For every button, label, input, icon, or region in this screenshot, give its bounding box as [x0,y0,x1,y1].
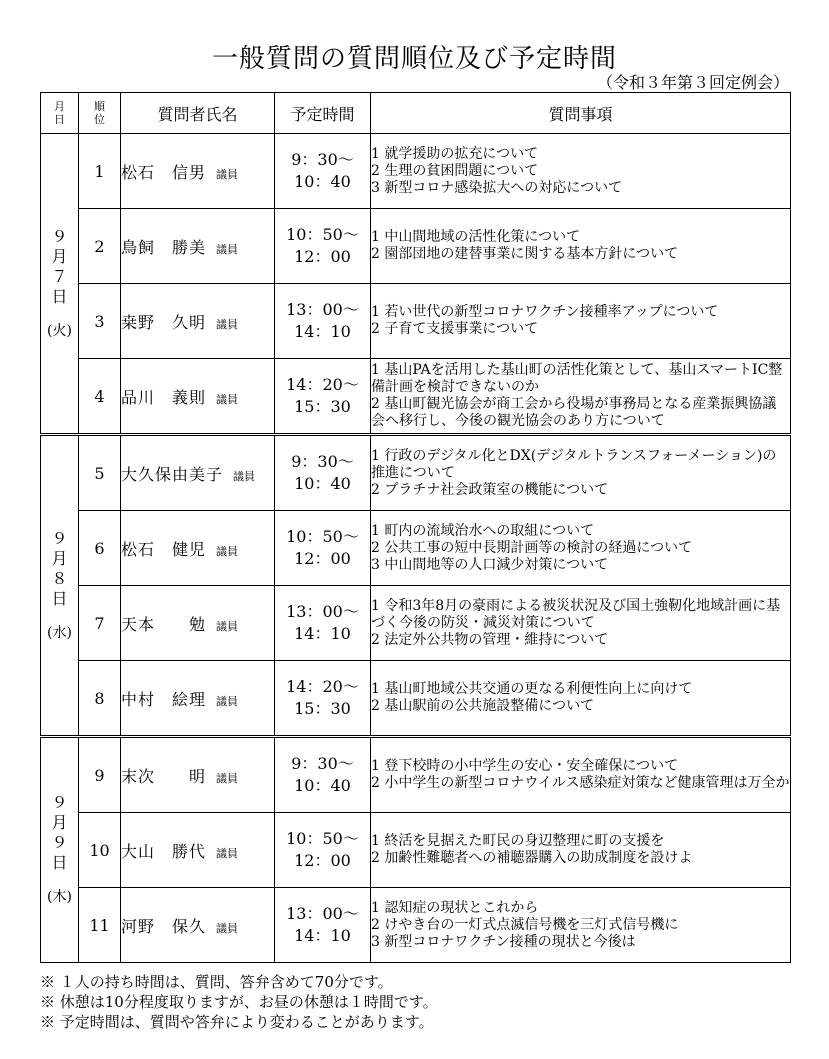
rank-cell: 9 [79,737,121,813]
question-item: 1 令和3年8月の豪雨による被災状況及び国土強靭化地域計画に基づく今後の防災・減災対策について [371,597,781,631]
header-rank-label: 順位 [94,100,105,126]
header-date-label: 月日 [54,100,65,126]
question-items-cell [371,284,791,359]
questioner-title: 議員 [216,544,239,558]
questioner-cell [121,134,275,209]
header-time: 予定時間 [275,93,371,134]
time-cell [275,209,371,284]
rank-cell: 2 [79,209,121,284]
question-item: 2 法定外公共物の管理・維持について [371,631,609,648]
questioner-name: 河野 保久 [121,916,207,936]
question-items-cell [371,586,791,661]
notes [40,972,438,1032]
question-item: 2 けやき台の一灯式点滅信号機を三灯式信号機に [371,916,679,933]
header-date [41,93,79,134]
table-row [41,888,791,963]
question-item: 2 公共工事の短中長期計画等の検討の経過について [371,539,693,556]
question-items-cell [371,359,791,435]
questioner-cell [121,661,275,737]
question-items-cell [371,134,791,209]
question-item: 2 プラチナ社会政策室の機能について [371,481,609,498]
time-cell [275,888,371,963]
date-label: ９月７日 [51,226,68,306]
date-label: ９月９日 [51,793,68,872]
questioner-title: 議員 [216,846,239,860]
question-item: 1 中山間地域の活性化策について [371,229,581,245]
table-row [41,209,791,284]
note-item: ※ １人の持ち時間は、質問、答弁含めて70分です。 [40,973,393,991]
table-row [41,661,791,737]
rank-cell: 7 [79,586,121,661]
table-row [41,813,791,888]
question-item: 1 就学援助の拡充について [371,145,539,162]
start-time: 13：00～ [286,904,359,923]
question-items-cell [371,813,791,888]
page-title: 一般質問の質問順位及び予定時間 [211,44,617,74]
end-time: 10：40 [294,474,351,493]
questioner-name: 品川 義則 [121,387,207,407]
question-item: 2 園部団地の建替事業に関する基本方針について [371,246,679,262]
questioner-cell [121,888,275,963]
table-row [41,284,791,359]
questioner-name: 天本 勉 [121,614,207,634]
rank-cell: 5 [79,435,121,511]
weekday-label: (火) [47,322,72,339]
end-time: 10：40 [294,172,351,191]
end-time: 12：00 [294,549,351,568]
date-cell [41,134,79,435]
header-items: 質問事項 [371,93,791,134]
start-time: 10：50～ [286,829,359,848]
question-item: 2 小中学生の新型コロナウイルス感染症対策など健康管理は万全か [371,775,790,791]
schedule-body [41,134,791,963]
questioner-cell [121,511,275,586]
question-item: 1 登下校時の小中学生の安心・安全確保について [371,758,679,774]
questioner-name: 松石 健児 [121,539,207,559]
weekday-label: (水) [47,624,72,641]
start-time: 14：20～ [286,375,359,394]
page-subtitle: （令和３年第３回定例会） [596,73,789,92]
table-row [41,737,791,813]
question-item: 1 若い世代の新型コロナワクチン接種率アップについて [371,304,719,320]
end-time: 12：00 [294,247,351,266]
start-time: 10：50～ [286,225,359,244]
question-items-cell [371,737,791,813]
header-rank [79,93,121,134]
questioner-cell [121,813,275,888]
questioner-name: 大久保由美子 [121,464,224,484]
rank-cell: 1 [79,134,121,209]
rank-cell: 4 [79,359,121,435]
start-time: 14：20～ [286,677,359,696]
question-item: 1 終活を見据えた町民の身辺整理に町の支援を [371,833,665,849]
time-cell [275,813,371,888]
rank-cell: 3 [79,284,121,359]
end-time: 14：10 [294,322,351,341]
schedule-table [40,92,791,963]
questioner-cell [121,359,275,435]
time-cell [275,586,371,661]
time-cell [275,661,371,737]
question-item: 3 新型コロナ感染拡大への対応について [371,179,623,196]
questioner-cell [121,435,275,511]
start-time: 9：30～ [291,452,354,471]
table-row [41,359,791,435]
date-cell [41,435,79,737]
end-time: 10：40 [294,776,351,795]
question-item: 1 認知症の現状とこれから [371,899,539,916]
questioner-cell [121,284,275,359]
questioner-title: 議員 [216,317,239,331]
end-time: 12：00 [294,851,351,870]
question-items-cell [371,209,791,284]
questioner-title: 議員 [216,619,239,633]
time-cell [275,511,371,586]
question-items-cell [371,661,791,737]
weekday-label: (木) [47,889,72,905]
question-item: 2 基山町観光協会が商工会から役場が事務局となる産業振興協議会へ移行し、今後の観光協会のあり方について [371,396,777,429]
questioner-cell [121,209,275,284]
questioner-name: 桒野 久明 [121,312,207,332]
question-item: 2 生理の貧困問題について [371,162,539,179]
question-item: 2 加齢性難聴者への補聴器購入の助成制度を設けよ [371,850,693,866]
start-time: 10：50～ [286,527,359,546]
start-time: 9：30～ [291,754,354,773]
questioner-title: 議員 [216,167,239,181]
table-row [41,511,791,586]
header-name: 質問者氏名 [121,93,275,134]
date-label: ９月８日 [51,528,68,608]
time-cell [275,359,371,435]
end-time: 15：30 [294,699,351,718]
rank-cell: 11 [79,888,121,963]
rank-cell: 10 [79,813,121,888]
table-row [41,586,791,661]
question-items-cell [371,511,791,586]
table-row [41,435,791,511]
question-item: 3 新型コロナワクチン接種の現状と今後は [371,933,636,950]
question-item: 1 町内の流域治水への取組について [371,522,595,539]
questioner-title: 議員 [216,771,239,785]
time-cell [275,284,371,359]
question-item: 2 子育て支援事業について [371,321,539,337]
questioner-name: 松石 信男 [121,162,207,182]
question-items-cell [371,888,791,963]
end-time: 14：10 [294,624,351,643]
questioner-title: 議員 [233,469,256,483]
questioner-title: 議員 [216,694,239,708]
question-item: 1 基山PAを活用した基山町の活性化策として、基山スマートIC整備計画を検討できないのか [371,362,783,395]
rank-cell: 6 [79,511,121,586]
note-item: ※ 予定時間は、質問や答弁により変わることがあります。 [40,1013,434,1031]
questioner-name: 中村 絵理 [121,689,207,709]
questioner-name: 鳥飼 勝美 [121,237,207,257]
question-item: 3 中山間地等の人口減少対策について [371,556,609,573]
end-time: 15：30 [294,397,351,416]
question-item: 2 基山駅前の公共施設整備について [371,698,595,714]
questioner-name: 大山 勝代 [121,841,207,861]
questioner-name: 末次 明 [121,766,207,786]
start-time: 13：00～ [286,300,359,319]
header-row [41,93,791,134]
questioner-cell [121,586,275,661]
questioner-title: 議員 [216,242,239,256]
question-item: 1 行政のデジタル化とDX(デジタルトランスフォーメーション)の推進について [371,447,777,481]
time-cell [275,134,371,209]
question-item: 1 基山町地域公共交通の更なる利便性向上に向けて [371,681,693,697]
end-time: 14：10 [294,926,351,945]
questioner-cell [121,737,275,813]
rank-cell: 8 [79,661,121,737]
time-cell [275,435,371,511]
date-cell [41,737,79,963]
start-time: 13：00～ [286,602,359,621]
time-cell [275,737,371,813]
start-time: 9：30～ [291,150,354,169]
question-items-cell [371,435,791,511]
questioner-title: 議員 [216,392,239,406]
note-item: ※ 休憩は10分程度取りますが、お昼の休憩は１時間です。 [40,993,438,1011]
table-row [41,134,791,209]
questioner-title: 議員 [216,921,239,935]
